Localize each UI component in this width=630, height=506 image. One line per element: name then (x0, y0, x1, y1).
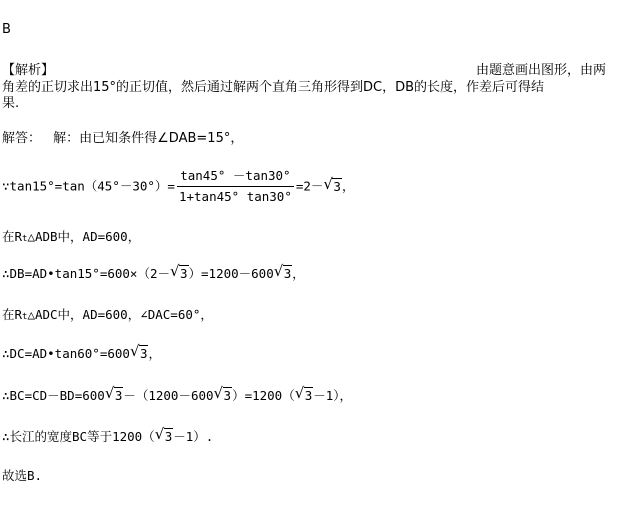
sqrt3-symbol: √ 3 (154, 425, 173, 444)
sqrt3-symbol: √ 3 (213, 384, 232, 403)
river-width-line: ∴长江的宽度BC等于1200（ √ 3－1）. (2, 425, 214, 444)
tan-result-pre: =2－ (295, 178, 324, 194)
analysis-heading: 【解析】 (2, 63, 55, 78)
sqrt3-symbol: √ 3 (294, 384, 313, 403)
analysis-text-line3: 果. (2, 96, 20, 111)
tan-prefix: ∵tan15°=tan（45°－30°）= (2, 178, 175, 194)
bc-calc-line: ∴BC=CD－BD=600 √ 3－（1200－600 √ 3）=1200（ √ 3－1）， (2, 384, 353, 403)
conclusion: 故选B. (2, 468, 43, 483)
sqrt3-symbol: √ 3 (129, 342, 148, 361)
tan-denominator: 1+tan45° tan30° (178, 189, 292, 204)
solution-line (2, 131, 243, 147)
db-calc-line: ∴DB=AD•tan15°=600×（2－ √ 3）=1200－600 √ 3， (2, 262, 305, 281)
rt-triangle-adb-line: 在Rt△ADB中，AD=600， (2, 229, 141, 244)
sqrt3-symbol: √ 3 (273, 262, 292, 281)
tan-result-post: ， (341, 178, 355, 194)
tan-fraction (177, 166, 294, 207)
tan-formula-line (2, 166, 354, 207)
tan-numerator: tan45° －tan30° (177, 166, 294, 187)
solution-label: 解答： (2, 131, 42, 146)
dc-calc-line: ∴DC=AD•tan60°=600 √ 3， (2, 342, 161, 361)
solution-intro: 解：由已知条件得∠DAB=15°， (53, 131, 244, 146)
analysis-text-line2: 角差的正切求出15°的正切值，然后通过解两个直角三角形得到DC，DB的长度，作差后可得结 (2, 80, 545, 95)
answer-letter: B (2, 22, 11, 37)
analysis-text-right: 由题意画出图形，由两 (476, 63, 607, 78)
sqrt3-symbol: √ 3 (323, 174, 341, 194)
sqrt3-symbol: √ 3 (170, 262, 188, 281)
rt-triangle-adc-line: 在Rt△ADC中，AD=600，∠DAC=60°， (2, 307, 213, 322)
sqrt3-symbol: √ 3 (104, 384, 123, 403)
